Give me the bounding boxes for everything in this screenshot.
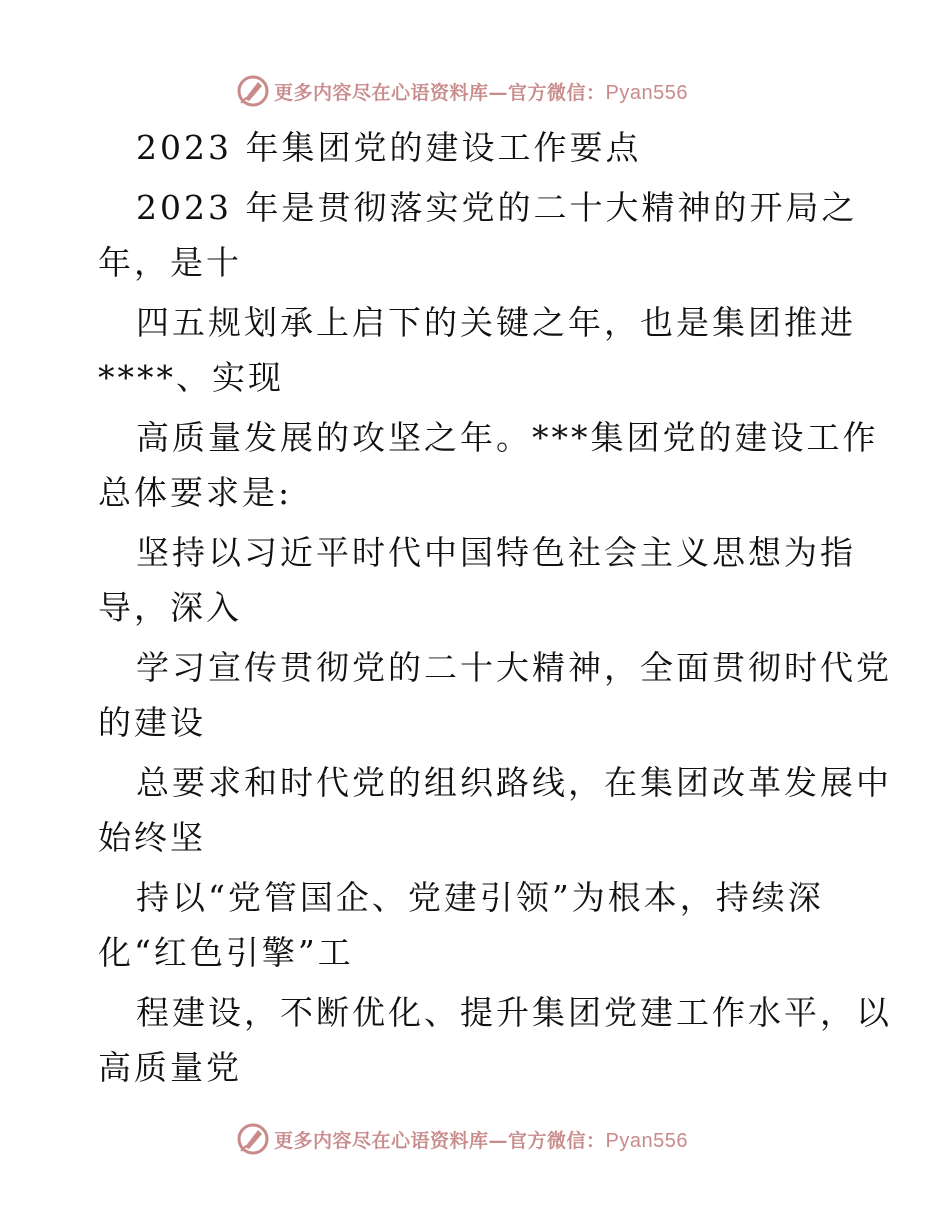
text-line: 高质量党 bbox=[98, 1048, 242, 1087]
quill-logo-icon bbox=[236, 1122, 270, 1156]
text-line: 程建设，不断优化、提升集团党建工作水平，以 bbox=[136, 993, 892, 1032]
text-line: 总体要求是: bbox=[98, 473, 293, 512]
text-line: ****、实现 bbox=[98, 358, 284, 397]
text-line: 始终坚 bbox=[98, 818, 206, 857]
text-line: 2023 年是贯彻落实党的二十大精神的开局之 bbox=[136, 188, 858, 227]
text-line: 四五规划承上启下的关键之年，也是集团推进 bbox=[136, 303, 856, 342]
watermark-text: 更多内容尽在心语资料库—官方微信：Pyan556 bbox=[274, 81, 688, 104]
text-line: 坚持以习近平时代中国特色社会主义思想为指 bbox=[136, 533, 856, 572]
text-line: 年，是十 bbox=[98, 243, 242, 282]
footer-watermark bbox=[236, 1122, 688, 1156]
text-line: 持以“党管国企、党建引领”为根本，持续深 bbox=[136, 878, 824, 917]
text-line: 高质量发展的攻坚之年。***集团党的建设工作 bbox=[136, 418, 879, 457]
text-line: 总要求和时代党的组织路线，在集团改革发展中 bbox=[136, 763, 892, 802]
watermark-text: 更多内容尽在心语资料库—官方微信：Pyan556 bbox=[274, 1129, 688, 1152]
text-line: 导，深入 bbox=[98, 588, 242, 627]
text-line: 化“红色引擎”工 bbox=[98, 933, 354, 972]
document-title: 2023 年集团党的建设工作要点 bbox=[136, 128, 642, 167]
text-line: 的建设 bbox=[98, 703, 206, 742]
text-line: 学习宣传贯彻党的二十大精神，全面贯彻时代党 bbox=[136, 648, 892, 687]
